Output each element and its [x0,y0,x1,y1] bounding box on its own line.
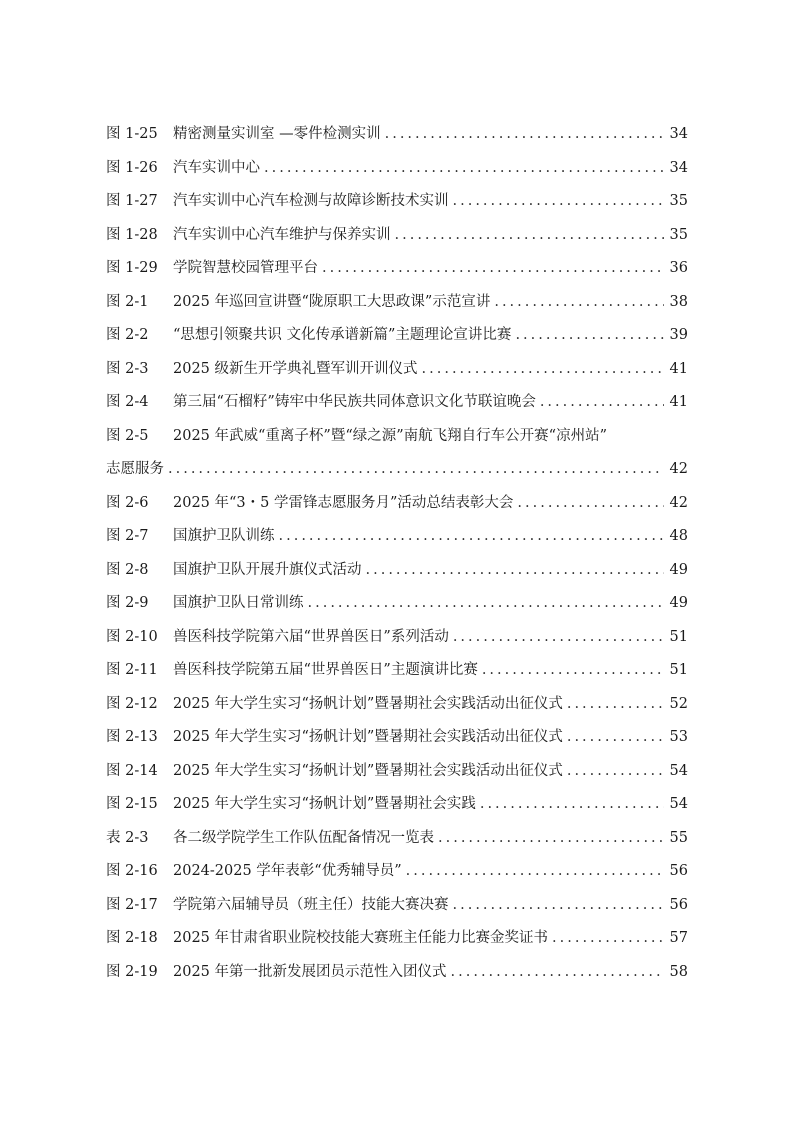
toc-entry[interactable] [106,654,688,688]
dot-leader [494,286,664,320]
figure-label: 图 2-7 [106,528,149,544]
figure-title: 国旗护卫队训练 [173,528,275,544]
toc-entry[interactable] [106,520,688,554]
toc-entry[interactable] [106,252,688,286]
figure-label: 图 1-29 [106,260,158,276]
toc-entry[interactable] [106,855,688,889]
figure-title: 2025 年甘肃省职业院校技能大赛班主任能力比赛金奖证书 [173,930,549,946]
figure-label: 图 2-15 [106,796,158,812]
toc-entry[interactable] [106,822,688,856]
figure-label: 图 1-27 [106,193,158,209]
figure-label: 图 2-14 [106,762,158,779]
page-number: 51 [669,628,688,645]
page-number: 34 [669,126,688,142]
figure-label: 图 2-18 [106,930,158,946]
page-number: 48 [669,528,688,544]
toc-entry[interactable] [106,788,688,822]
figure-title: 2025 年巡回宣讲暨“陇原职工大思政课”示范宣讲 [173,293,491,310]
page-number: 36 [669,260,688,276]
figure-title: 2025 级新生开学典礼暨军训开训仪式 [173,360,418,377]
page-number: 41 [669,394,688,410]
figure-title: 汽车实训中心汽车检测与故障诊断技术实训 [173,193,449,209]
toc-entry[interactable] [106,587,688,621]
figure-title: 国旗护卫队日常训练 [173,595,304,611]
dot-leader [385,118,664,152]
dot-leader [453,889,665,923]
figure-title: 2025 年大学生实习“扬帆计划”暨暑期社会实践活动出征仪式 [173,695,563,712]
figure-title: 兽医科技学院第六届“世界兽医日”系列活动 [173,628,449,645]
figure-label: 图 2-13 [106,729,158,745]
dot-leader [406,855,664,889]
figure-title: 2025 年大学生实习“扬帆计划”暨暑期社会实践活动出征仪式 [173,762,563,779]
page-number: 57 [669,930,688,946]
dot-leader [438,822,664,856]
toc-entry[interactable] [106,554,688,588]
figure-title: 2024-2025 学年表彰“优秀辅导员” [173,863,402,879]
figure-title: 2025 年大学生实习“扬帆计划”暨暑期社会实践活动出征仪式 [173,729,563,745]
figure-label: 图 2-1 [106,293,149,310]
figure-label: 图 2-5 [106,427,149,444]
figure-label: 图 2-11 [106,662,158,678]
figure-title: 国旗护卫队开展升旗仪式活动 [173,561,362,578]
page-number: 54 [669,796,688,812]
page-number: 51 [669,662,688,678]
figure-label: 图 2-17 [106,896,158,913]
figure-label: 图 2-16 [106,863,158,879]
figure-label: 图 2-9 [106,595,149,611]
page-number: 54 [669,762,688,779]
dot-leader [540,386,664,420]
figure-title: 汽车实训中心汽车维护与保养实训 [173,226,391,243]
figure-title: 兽医科技学院第五届“世界兽医日”主题演讲比赛 [173,662,478,678]
toc-entry[interactable] [106,353,688,387]
figure-label: 图 1-26 [106,159,158,176]
toc-entry-continuation[interactable] [106,453,688,487]
toc-entry[interactable] [106,286,688,320]
dot-leader [422,353,664,387]
figure-label: 图 2-2 [106,327,149,343]
page-number: 42 [669,461,688,477]
toc-entry[interactable] [106,721,688,755]
toc-entry[interactable] [106,621,688,655]
dot-leader [552,922,664,956]
toc-entry[interactable] [106,319,688,353]
page-number: 39 [669,327,688,343]
figure-label: 图 2-19 [106,963,158,980]
page-number: 35 [669,226,688,243]
page-number: 52 [669,695,688,712]
toc-entry[interactable] [106,219,688,253]
toc-entry[interactable] [106,956,688,990]
page-number: 35 [669,193,688,209]
dot-leader [567,688,664,722]
dot-leader [480,788,664,822]
figure-title: 学院智慧校园管理平台 [173,260,318,276]
toc-entry[interactable] [106,889,688,923]
page-number: 49 [669,561,688,578]
dot-leader [453,185,665,219]
figure-title: 2025 年第一批新发展团员示范性入团仪式 [173,963,447,980]
page-number: 41 [669,360,688,377]
page-number: 55 [669,829,688,846]
page-number: 58 [669,963,688,980]
dot-leader [482,654,664,688]
dot-leader [264,152,664,186]
page-number: 49 [669,595,688,611]
figure-label: 图 2-4 [106,394,149,410]
toc-entry[interactable] [106,118,688,152]
dot-leader [515,319,664,353]
dot-leader [517,487,664,521]
figure-title: 汽车实训中心 [173,159,260,176]
dot-leader [168,453,664,487]
figure-title-continued: 志愿服务 [106,461,164,477]
page-number: 56 [669,863,688,879]
figure-title: 第三届“石榴籽”铸牢中华民族共同体意识文化节联谊晚会 [173,394,536,410]
dot-leader [567,755,664,789]
figure-title: 精密测量实训室 —零件检测实训 [173,126,381,142]
dot-leader [567,721,664,755]
toc-entry[interactable] [106,922,688,956]
figure-title: “思想引领聚共识 文化传承谱新篇”主题理论宣讲比赛 [173,327,512,343]
dot-leader [395,219,665,253]
figure-title: 2025 年“3・5 学雷锋志愿服务月”活动总结表彰大会 [173,494,514,511]
page-number: 42 [669,494,688,511]
toc-entry[interactable] [106,386,688,420]
page-number: 38 [669,293,688,310]
figure-label: 图 2-6 [106,494,149,511]
figure-label: 图 1-25 [106,126,158,142]
dot-leader [451,956,664,990]
dot-leader [322,252,664,286]
dot-leader [308,587,665,621]
figure-title: 2025 年武威“重离子杯”暨“绿之源”南航飞翔自行车公开赛“凉州站” [173,427,607,444]
table-title: 各二级学院学生工作队伍配备情况一览表 [173,829,434,846]
figure-title: 2025 年大学生实习“扬帆计划”暨暑期社会实践 [173,796,476,812]
toc-entry[interactable] [106,755,688,789]
table-of-figures [106,118,688,989]
toc-entry[interactable] [106,152,688,186]
page-number: 56 [669,896,688,913]
figure-label: 图 2-10 [106,628,158,645]
dot-leader [366,554,665,588]
toc-entry[interactable] [106,185,688,219]
toc-entry[interactable] [106,487,688,521]
toc-entry[interactable] [106,688,688,722]
figure-label: 图 2-3 [106,360,149,377]
dot-leader [279,520,665,554]
figure-label: 图 1-28 [106,226,158,243]
page-number: 53 [669,729,688,745]
toc-entry[interactable] [106,420,688,454]
dot-leader [453,621,664,655]
figure-label: 图 2-12 [106,695,158,712]
table-label: 表 2-3 [106,829,149,846]
figure-title: 学院第六届辅导员（班主任）技能大赛决赛 [173,896,449,913]
figure-label: 图 2-8 [106,561,149,578]
page-number: 34 [669,159,688,176]
